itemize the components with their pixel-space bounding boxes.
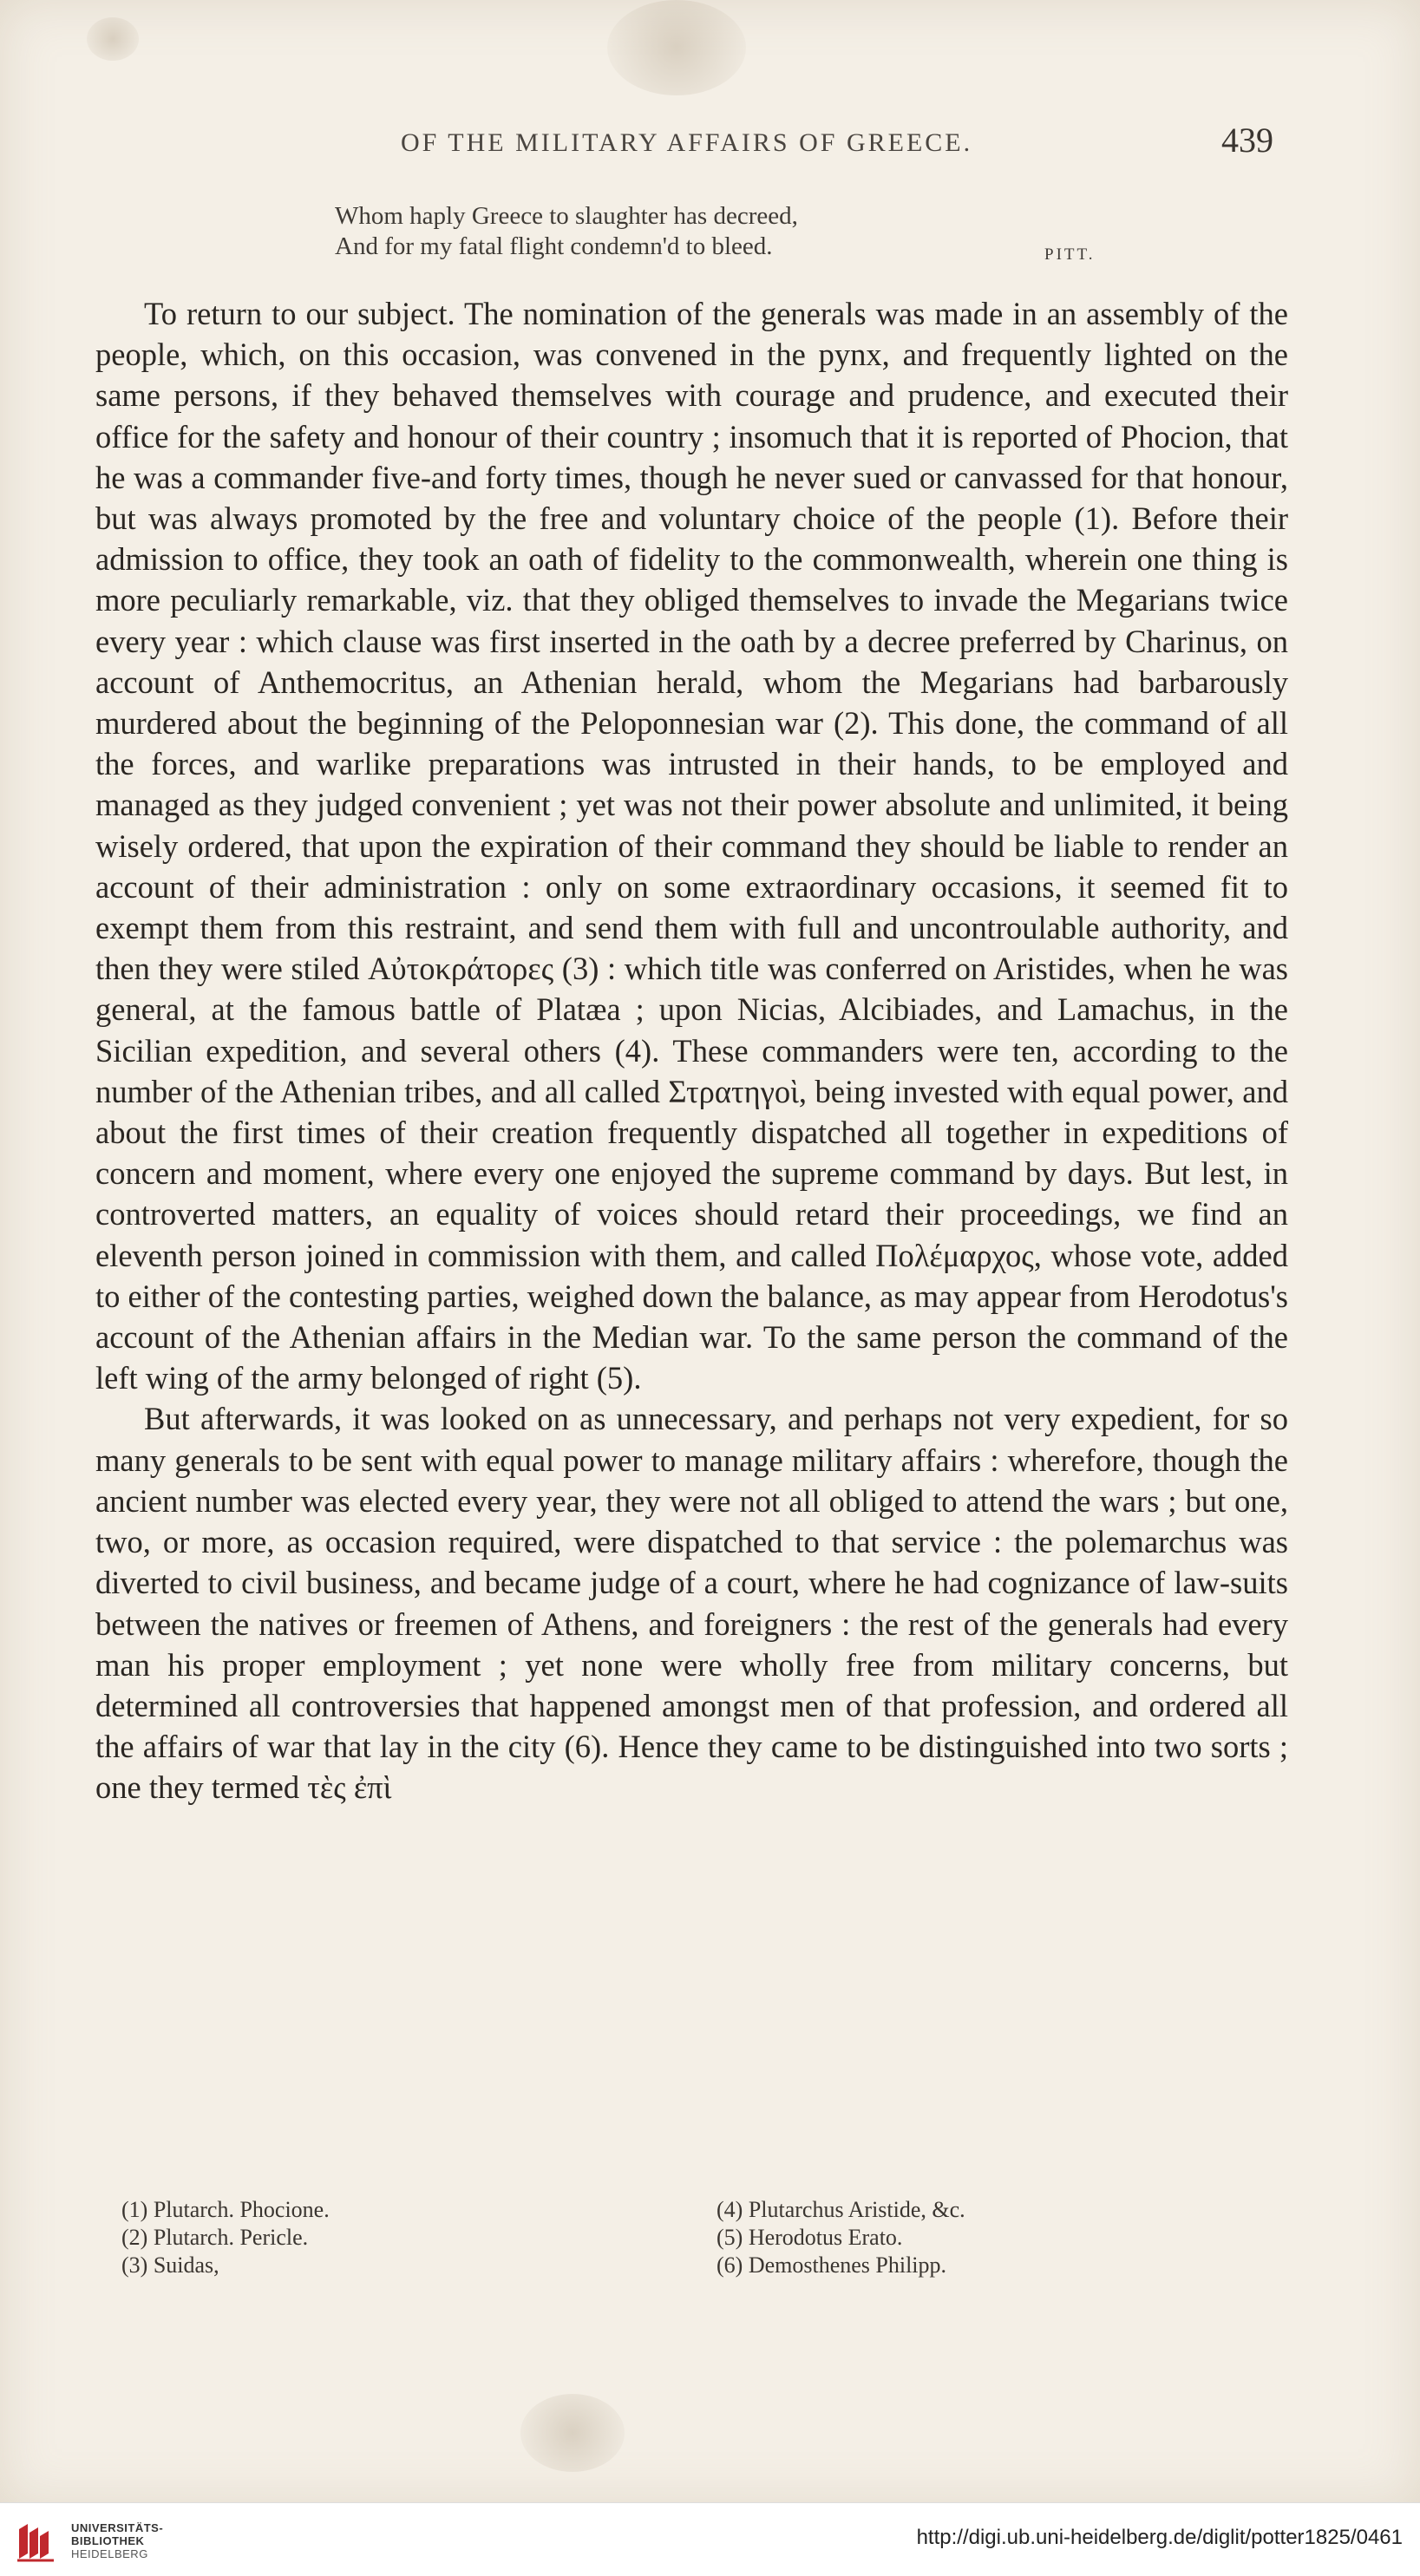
paper-stain	[87, 17, 139, 61]
footnotes-left-column	[121, 2196, 330, 2279]
library-name-line: HEIDELBERG	[71, 2547, 148, 2560]
main-text	[95, 293, 1288, 1808]
paper-stain	[520, 2394, 625, 2472]
paragraph: To return to our subject. The nomination of the generals was made in an assembly of the people, which, on this occasion, was convened in the pynx, and frequently lighted on the same persons, if they behaved themselves with courage and prudence, and executed their office for the safety and honour of their country ; insomuch that it is reported of Phocion, that he was a commander five-and forty times, though he never sued or canvassed for that honour, but was always promoted by the free and voluntary choice of the people (1). Before their admission to office, they took an oath of fidelity to the commonwealth, wherein one thing is more peculiarly remarkable, viz. that they obliged themselves to invade the Megarians twice every year : which clause was first inserted in the oath by a decree preferred by Charinus, on account of Anthemocritus, an Athenian herald, whom the Megarians had barbarously murdered about the beginning of the Peloponnesian war (2). This done, the command of all the forces, and warlike preparations was intrusted in their hands, to be employed and managed as they judged convenient ; yet was not their power absolute and unlimited, it being wisely ordered, that upon the expiration of their command they should be liable to render an account of their administration : only on some extraordinary occasions, it seemed fit to exempt them from this restraint, and send them with full and uncontroulable authority, and then they were stiled Αὐτοκράτορες (3) : which title was conferred on Aristides, when he was general, at the famous battle of Platæa ; upon Nicias, Alcibiades, and Lamachus, in the Sicilian expedition, and several others (4). These commanders were ten, according to the number of the Athenian tribes, and all called Στρατηγοὶ, being invested with equal power, and about the first times of their creation frequently dispatched all together in expeditions of concern and moment, where every one enjoyed the supreme command by days. But lest, in controverted matters, an equality of voices should retard their proceedings, we find an eleventh person joined in commission with them, and called Πολέμαρχος, whose vote, added to either of the contesting parties, weighed down the balance, as may appear from Herodotus's account of the Athenian affairs in the Median war. To the same person the command of the left wing of the army belonged of right (5).	[95, 296, 1288, 1396]
footnotes-right-column	[717, 2196, 965, 2279]
footnote: (6) Demosthenes Philipp.	[717, 2252, 947, 2278]
footnote: (1) Plutarch. Phocione.	[121, 2197, 330, 2222]
digitization-footer	[0, 2502, 1420, 2576]
source-url-link[interactable]: http://digi.ub.uni-heidelberg.de/diglit/potter1825/0461	[916, 2526, 1403, 2549]
footnote: (2) Plutarch. Pericle.	[121, 2225, 309, 2250]
footnote: (3) Suidas,	[121, 2252, 219, 2278]
page-number: 439	[1221, 121, 1273, 160]
verse-line: Whom haply Greece to slaughter has decreed,	[335, 202, 798, 230]
verse-line: And for my fatal flight condemn'd to bleed.	[335, 232, 773, 260]
paper-stain	[607, 0, 746, 95]
footnote: (5) Herodotus Erato.	[717, 2225, 903, 2250]
verse-attribution: PITT.	[1044, 245, 1096, 264]
library-logo-icon	[16, 2520, 57, 2562]
verse-quotation	[335, 201, 1116, 262]
library-name	[71, 2521, 163, 2560]
running-title: OF THE MILITARY AFFAIRS OF GREECE.	[401, 128, 973, 157]
library-name-line: BIBLIOTHEK	[71, 2534, 145, 2547]
footnote: (4) Plutarchus Aristide, &c.	[717, 2197, 965, 2222]
library-name-line: UNIVERSITÄTS-	[71, 2521, 164, 2534]
paragraph: But afterwards, it was looked on as unnecessary, and perhaps not very expedient, for so many generals to be sent with equal power to manage military affairs : wherefore, though the ancient number was elected every year, they were not all obliged to attend the wars ; but one, two, or more, as occasion required, were dispatched to that service : the polemarchus was diverted to civil business, and became judge of a court, where he had cognizance of law-suits between the natives or freemen of Athens, and foreigners : the rest of the generals had every man his proper employment ; yet none were wholly free from military concerns, but determined all controversies that happened amongst men of that profession, and ordered all the affairs of war that lay in the city (6). Hence they came to be distinguished into two sorts ; one they termed τὲς ἐπὶ	[95, 1401, 1288, 1806]
page-header	[0, 120, 1420, 172]
